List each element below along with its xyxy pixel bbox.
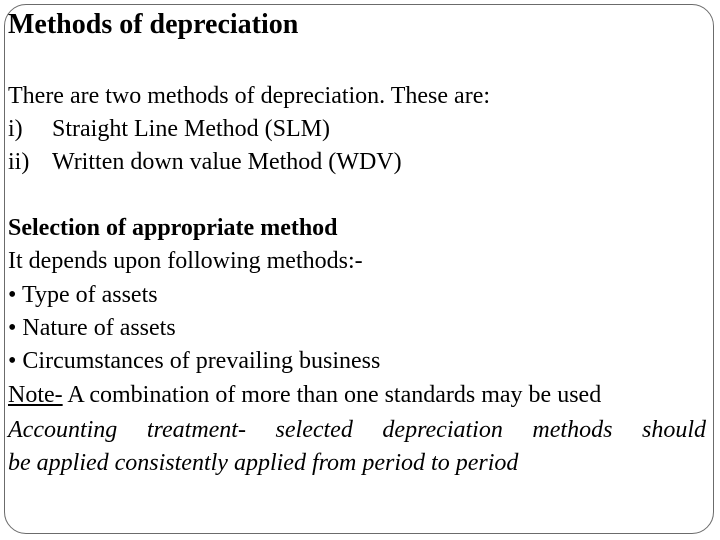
method-text: Straight Line Method (SLM) — [52, 116, 330, 142]
accounting-treatment-line-1: Accounting treatment- selected depreciation methods should — [8, 417, 706, 443]
intro-text: There are two methods of depreciation. These are: — [8, 83, 491, 109]
method-item-slm — [8, 113, 330, 146]
note-label: Note- — [8, 382, 63, 408]
accounting-treatment-line-2: be applied consistently applied from period to period — [8, 450, 519, 476]
slide-title: Methods of depreciation — [8, 9, 299, 40]
note-line — [8, 379, 601, 412]
note-text: A combination of more than one standards may be used — [62, 382, 602, 408]
factor-item-circumstances: • Circumstances of prevailing business — [8, 348, 381, 374]
method-item-wdv — [8, 146, 402, 179]
method-marker: ii) — [8, 149, 30, 175]
selection-heading: Selection of appropriate method — [8, 215, 338, 241]
method-marker: i) — [8, 116, 23, 142]
factor-item-type: • Type of assets — [8, 282, 158, 308]
factor-item-nature: • Nature of assets — [8, 315, 176, 341]
selection-intro: It depends upon following methods:- — [8, 248, 363, 274]
method-text: Written down value Method (WDV) — [52, 149, 402, 175]
